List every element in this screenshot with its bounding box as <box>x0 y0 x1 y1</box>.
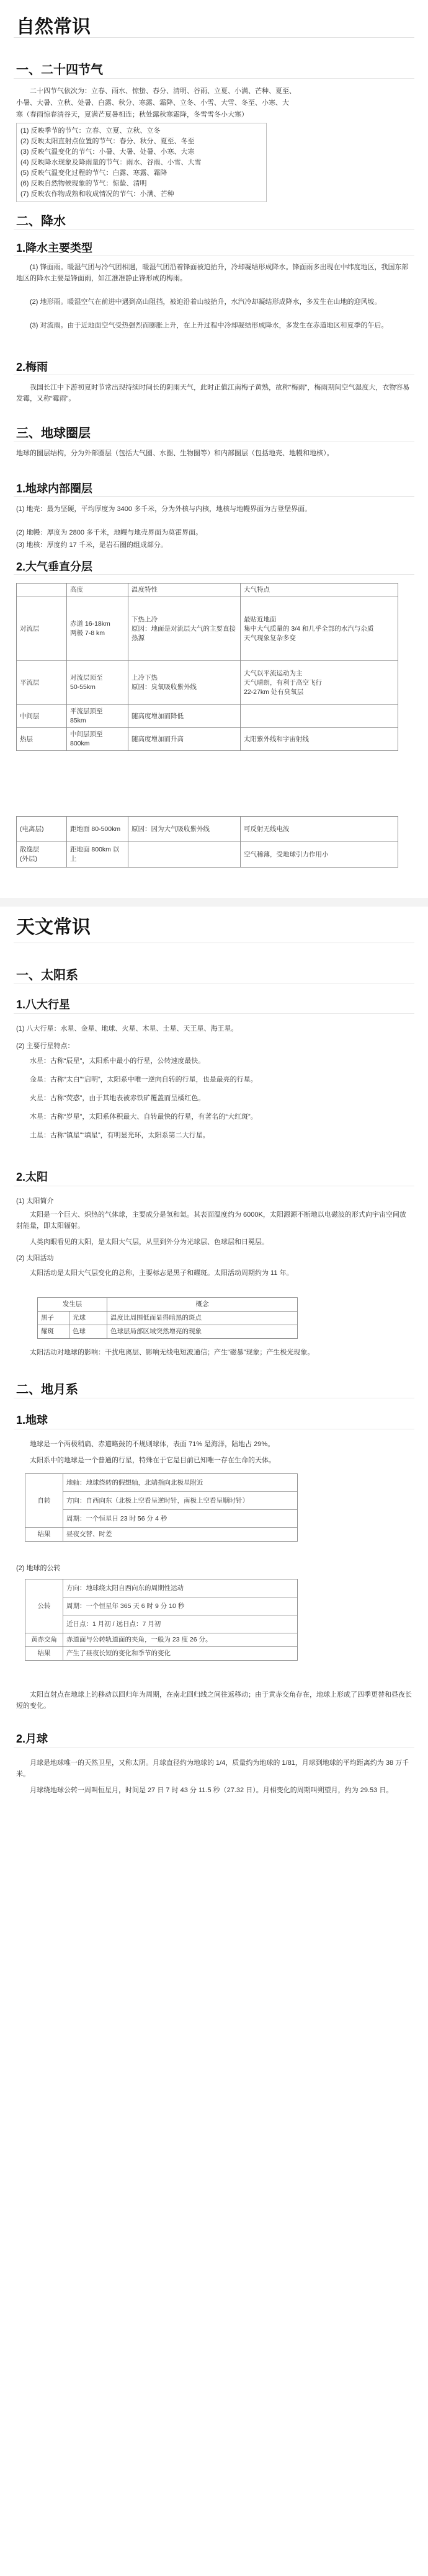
table-cell: 赤道面与公转轨道面的夹角，一般为 23 度 26 分。 <box>63 1633 298 1647</box>
sun-2: 太阳是一个巨大、炽热的气体球，主要成分是氢和氦。其表面温度约为 6000K，太阳源源不断地以电磁波的形式向宇宙空间放射能量，即太阳辐射。 <box>16 1211 406 1230</box>
table-cell: 空气稀薄，受地球引力作用小 <box>241 842 398 868</box>
s3-sub1: 1.地球内部圈层 <box>16 482 93 495</box>
table-cell: 昼夜交替、时差 <box>63 1528 298 1542</box>
table-cell: 热层 <box>17 728 67 751</box>
table-cell: 色球 <box>69 1325 107 1339</box>
table-cell: 随高度增加而升高 <box>128 728 241 751</box>
moon-2: 月球绕地球公转一周叫恒星月，时间是 27 日 7 时 43 分 11.5 秒（27.32 日）。月相变化的周期叫朔望月，约为 29.53 日。 <box>30 1787 393 1794</box>
planet-item: 火星：古称“荧惑”，由于其地表被赤铁矿覆盖而呈橘红色。 <box>30 1095 205 1102</box>
table-cell: 中间层顶至 800km <box>67 728 128 751</box>
s1-item: (7) 反映农作物成熟和收成情况的节气：小满、芒种 <box>20 190 174 198</box>
atmosphere-table-2 <box>16 816 398 868</box>
table-cell: 周期：一个恒星日 23 时 56 分 4 秒 <box>63 1510 298 1528</box>
s2-sub2: 2.梅雨 <box>16 361 48 373</box>
table-row <box>17 705 398 728</box>
table-cell: 方向：地球绕太阳自西向东的周期性运动 <box>63 1579 298 1597</box>
table-cell: 随高度增加而降低 <box>128 705 241 728</box>
divider <box>14 574 414 575</box>
divider <box>14 37 414 38</box>
divider <box>14 1013 414 1014</box>
sun-4: (2) 太阳活动 <box>16 1255 54 1262</box>
table-row <box>25 1615 298 1633</box>
s1-items-box <box>16 123 267 202</box>
s2-p3: (3) 对流雨。由于近地面空气受热强烈而膨胀上升，在上升过程中冷却凝结形成降水，多发生在赤道地区和夏季的午后。 <box>30 322 388 329</box>
table-row <box>38 1325 298 1339</box>
s1-item: (1) 反映季节的节气：立春、立夏、立秋、立冬 <box>20 127 161 135</box>
s3-intro: 地球的圈层结构，分为外部圈层（包括大气圈、水圈、生物圈等）和内部圈层（包括地壳、地幔和地核）。 <box>16 450 334 457</box>
a1-sub1: 1.八大行星 <box>16 998 71 1011</box>
section-separator <box>0 898 428 907</box>
table-cell: (电离层) <box>17 817 67 842</box>
table-cell: 可反射无线电波 <box>241 817 398 842</box>
s1-title: 一、二十四节气 <box>16 63 103 77</box>
table-cell: 自转 <box>25 1474 63 1528</box>
rotation-table <box>25 1473 298 1542</box>
table-cell: 太阳紫外线和宇宙射线 <box>241 728 398 751</box>
table-cell: 近日点：1 月初 / 远日点：7 月初 <box>63 1615 298 1633</box>
table-row <box>25 1510 298 1528</box>
table-cell: 耀斑 <box>38 1325 69 1339</box>
table-cell: 上冷下热 原因：臭氧吸收紫外线 <box>128 661 241 705</box>
table-cell: 赤道 16-18km 两极 7-8 km <box>67 597 128 661</box>
table-cell: 中间层 <box>17 705 67 728</box>
s3-title: 三、地球圈层 <box>16 427 91 440</box>
s1-item: (2) 反映太阳直射点位置的节气：春分、秋分、夏至、冬至 <box>20 138 195 145</box>
earth-2: 太阳系中的地球是一个普通的行星，特殊在于它是目前已知唯一存在生命的天体。 <box>30 1457 275 1464</box>
table-cell: 结果 <box>25 1647 63 1661</box>
s2-p2: (2) 地形雨。暖湿空气在前进中遇到高山阻挡，被迫沿着山坡抬升，水汽冷却凝结形成降水，多发生在山地的迎风坡。 <box>30 298 381 306</box>
table-cell: 公转 <box>25 1579 63 1633</box>
s3-in1: (1) 地壳：最为坚硬，平均厚度为 3400 多千米，分为外核与内核，地核与地幔界面为古登堡界面。 <box>16 505 312 513</box>
table-header-row <box>17 584 398 597</box>
table-header: 高度 <box>67 584 128 597</box>
table-cell: 黄赤交角 <box>25 1633 63 1647</box>
table-cell: 最贴近地面 集中大气质量的 3/4 和几乎全部的水汽与杂质 天气现象复杂多变 <box>241 597 398 661</box>
a2-sub1: 1.地球 <box>16 1414 48 1426</box>
table-row <box>25 1647 298 1661</box>
table-header-row <box>38 1298 298 1312</box>
s1-line-3: 寒（春雨惊春清谷天，夏满芒夏暑相连；秋处露秋寒霜降，冬雪雪冬小大寒） <box>16 111 248 118</box>
table-header: 温度特性 <box>128 584 241 597</box>
astro-title: 天文常识 <box>16 917 91 938</box>
s1-item: (6) 反映自然物候现象的节气：惊蛰、清明 <box>20 180 147 187</box>
a1-l1: (1) 八大行星：水星、金星、地球、火星、木星、土星、天王星、海王星。 <box>16 1025 238 1033</box>
table-cell: 原因：因为大气吸收紫外线 <box>128 817 241 842</box>
divider <box>14 255 414 256</box>
table-row <box>25 1633 298 1647</box>
planet-item: 水星：古称“辰星”，太阳系中最小的行星，公转速度最快。 <box>30 1057 205 1065</box>
s2-title: 二、降水 <box>16 215 66 228</box>
s2-p4: 我国长江中下游初夏时节常出现持续时间长的阴雨天气，此时正值江南梅子黄熟，故称“梅雨”，梅雨期间空气湿度大，衣物容易发霉，又称“霉雨”。 <box>16 384 410 402</box>
nature-title: 自然常识 <box>16 17 91 37</box>
divider <box>14 78 414 79</box>
planet-item: 木星：古称“岁星”，太阳系体积最大、自转最快的行星，有著名的“大红斑”。 <box>30 1113 257 1121</box>
atmosphere-table <box>16 583 398 751</box>
revolution-intro: (2) 地球的公转 <box>16 1565 61 1572</box>
table-cell: 产生了昼夜长短的变化和季节的变化 <box>63 1647 298 1661</box>
table-header: 大气特点 <box>241 584 398 597</box>
sun-activity-table <box>37 1297 298 1339</box>
a1-l2: (2) 主要行星特点： <box>16 1042 74 1050</box>
table-cell: 距地面 80-500km <box>67 817 128 842</box>
table-cell: 光球 <box>69 1312 107 1325</box>
table-header <box>17 584 67 597</box>
table-cell: 对流层 <box>17 597 67 661</box>
table-row <box>25 1597 298 1615</box>
table-row <box>17 728 398 751</box>
table-row <box>38 1312 298 1325</box>
table-cell: 周期：一个恒星年 365 天 6 时 9 分 10 秒 <box>63 1597 298 1615</box>
table-cell: 平流层顶至 85km <box>67 705 128 728</box>
sun-6: 太阳活动对地球的影响：干扰电离层、影响无线电短波通信；产生“磁暴”现象；产生极光现象。 <box>30 1349 314 1356</box>
earth-3: 太阳直射点在地球上的移动以回归年为周期，在南北回归线之间往返移动；由于黄赤交角存在，地球上形成了四季更替和昼夜长短的变化。 <box>16 1691 412 1710</box>
table-header: 发生层 <box>38 1298 107 1312</box>
table-cell: 地轴：地球绕转的假想轴，北端指向北极星附近 <box>63 1474 298 1492</box>
s2-sub1: 1.降水主要类型 <box>16 242 93 254</box>
planet-item: 金星：古称“太白”“启明”，太阳系中唯一逆向自转的行星，也是最亮的行星。 <box>30 1076 257 1083</box>
table-cell: 方向：自西向东（北极上空看呈逆时针，南极上空看呈顺时针） <box>63 1492 298 1510</box>
table-cell: 散逸层 (外层) <box>17 842 67 868</box>
s3-in3: (3) 地核：厚度约 17 千米，是岩石圈的组成部分。 <box>16 541 167 549</box>
sun-5: 太阳活动是太阳大气层变化的总称，主要标志是黑子和耀斑。太阳活动周期约为 11 年。 <box>30 1269 293 1277</box>
table-cell <box>128 842 241 868</box>
s3-in2: (2) 地幔：厚度为 2800 多千米，地幔与地壳界面为莫霍界面。 <box>16 529 203 536</box>
s1-item: (4) 反映降水现象及降雨量的节气：雨水、谷雨、小雪、大雪 <box>20 159 202 166</box>
divider <box>14 496 414 497</box>
planet-item: 土星：古称“镇星”“填星”，有明显光环，太阳系第二大行星。 <box>30 1132 210 1139</box>
table-cell: 平流层 <box>17 661 67 705</box>
sun-3: 人类肉眼看见的太阳，是太阳大气层，从里到外分为光球层、色球层和日冕层。 <box>30 1238 269 1246</box>
s1-item: (3) 反映气温变化的节气：小暑、大暑、处暑、小寒、大寒 <box>20 148 195 156</box>
table-cell <box>241 705 398 728</box>
table-header: 概念 <box>107 1298 298 1312</box>
divider <box>14 229 414 230</box>
table-cell: 结果 <box>25 1528 63 1542</box>
table-row <box>17 597 398 661</box>
table-row <box>25 1492 298 1510</box>
table-cell: 黑子 <box>38 1312 69 1325</box>
earth-1: 地球是一个两极稍扁、赤道略鼓的不规则球体，表面 71% 是海洋，陆地占 29%。 <box>30 1441 275 1448</box>
a1-sub2: 2.太阳 <box>16 1171 48 1183</box>
table-cell: 对流层顶至 50-55km <box>67 661 128 705</box>
s1-item: (5) 反映气温变化过程的节气：白露、寒露、霜降 <box>20 169 167 177</box>
table-row <box>25 1528 298 1542</box>
a2-sub2: 2.月球 <box>16 1733 48 1745</box>
table-row <box>25 1474 298 1492</box>
table-cell: 大气以平流运动为主 天气晴朗，有利于高空飞行 22-27km 处有臭氧层 <box>241 661 398 705</box>
table-cell: 距地面 800km 以上 <box>67 842 128 868</box>
table-cell: 温度比周围低而显得暗黑的斑点 <box>107 1312 298 1325</box>
s2-p1: (1) 锋面雨。暖湿气团与冷气团相遇，暖湿气团沿着锋面被迫抬升，冷却凝结形成降水。锋面雨多出现在中纬度地区，我国东部地区的降水主要是锋面雨，如江淮准静止锋形成的梅雨。 <box>16 264 409 282</box>
a1-title: 一、太阳系 <box>16 969 78 982</box>
s1-line-2: 小暑、大暑、立秋、处暑、白露、秋分、寒露、霜降、立冬、小雪、大雪、冬至、小寒、大 <box>16 99 289 107</box>
a2-title: 二、地月系 <box>16 1383 78 1397</box>
table-cell: 色球层局部区域突然增亮的现象 <box>107 1325 298 1339</box>
s1-line-1: 二十四节气依次为：立春、雨水、惊蛰、春分、清明、谷雨、立夏、小满、芒种、夏至、 <box>30 87 296 95</box>
table-row <box>17 817 398 842</box>
revolution-table <box>25 1579 298 1661</box>
moon-1: 月球是地球唯一的天然卫星，又称太阴。月球直径约为地球的 1/4，质量约为地球的 1/81，月球到地球的平均距离约为 38 万千米。 <box>16 1759 409 1778</box>
sun-1: (1) 太阳简介 <box>16 1197 54 1205</box>
table-cell: 下热上冷 原因：地面是对流层大气的主要直接热源 <box>128 597 241 661</box>
table-row <box>17 661 398 705</box>
table-row <box>17 842 398 868</box>
table-row <box>25 1579 298 1597</box>
s3-sub2: 2.大气垂直分层 <box>16 561 93 573</box>
